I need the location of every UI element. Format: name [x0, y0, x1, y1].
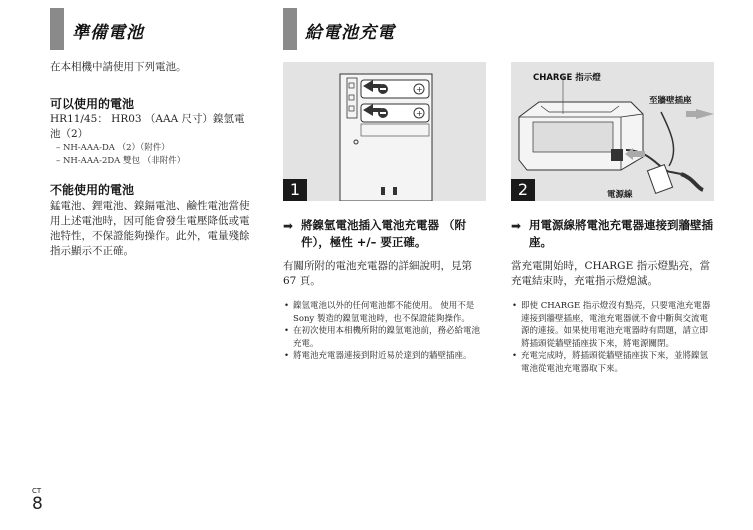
step-number-1: 1	[283, 179, 307, 201]
charger-battery-illustration	[283, 62, 486, 201]
usable-item: – NH-AAA-2DA 雙包 （非附件）	[56, 156, 186, 166]
page-number: 8	[32, 494, 43, 514]
section-bar-right	[283, 8, 297, 50]
usable-heading: 可以使用的電池	[50, 97, 135, 111]
svg-text:+: +	[416, 109, 423, 118]
note-item: • 即使 CHARGE 指示燈沒有點亮，只要電池充電器連接到牆壁插座，電池充電器就不會中斷與交流電源的連接。如果使用電池充電器時有問題，請立即將插頭從牆壁插座拔下來，將電源關閉。	[521, 300, 716, 350]
figure-insert-batteries	[283, 62, 486, 201]
step2-heading: 用電源線將電池充電器連接到牆壁插座。	[529, 218, 713, 249]
label-charge-lamp: CHARGE 指示燈	[533, 73, 601, 83]
note-item: • 在初次使用本相機所附的鎳氫電池前，務必給電池充電。	[293, 325, 488, 350]
step1-body: 有關所附的電池充電器的詳細說明，見第 67 頁。	[283, 260, 472, 287]
step2-body: 當充電開始時，CHARGE 指示燈點亮，當充電結束時，充電指示燈熄滅。	[511, 260, 711, 287]
section-title-charge: 給電池充電	[305, 23, 395, 43]
figure-connect-cord	[511, 62, 714, 201]
step1-notes	[283, 300, 488, 363]
intro-text: 在本相機中請使用下列電池。	[50, 61, 187, 73]
svg-text:+: +	[416, 85, 423, 94]
step2-notes	[511, 300, 716, 375]
usable-text: HR11/45： HR03 （AAA 尺寸）鎳氫電池（2）	[50, 113, 245, 140]
usable-item: – NH-AAA-DA （2）（附件）	[56, 143, 170, 153]
unusable-text: 錳電池、鋰電池、鎳鎘電池、鹼性電池當使用上述電池時，因可能會發生電壓降低或電池特性，不保證能夠操作。此外，電量殘餘指示顯示不正確。	[50, 200, 250, 257]
step1-heading: 將鎳氫電池插入電池充電器 （附件），極性 +/– 要正確。	[301, 218, 467, 249]
label-wall-outlet: 至牆壁插座	[649, 96, 692, 106]
note-item: • 充電完成時，將插頭從牆壁插座拔下來，並將鎳氫電池從電池充電器取下來。	[521, 350, 716, 375]
note-item: • 將電池充電器連接到附近易於達到的牆壁插座。	[293, 350, 488, 363]
unusable-heading: 不能使用的電池	[50, 183, 135, 197]
arrow-icon: ➡	[283, 219, 294, 233]
note-item: • 鎳氫電池以外的任何電池都不能使用。 使用不是 Sony 製造的鎳氫電池時，也不保證能夠操作。	[293, 300, 488, 325]
language-code: CT	[32, 487, 42, 495]
section-title-prepare: 準備電池	[72, 23, 144, 43]
step-number-2: 2	[511, 179, 535, 201]
label-power-cord: 電源線	[607, 190, 633, 200]
section-bar-left	[50, 8, 64, 50]
arrow-icon: ➡	[511, 219, 522, 233]
